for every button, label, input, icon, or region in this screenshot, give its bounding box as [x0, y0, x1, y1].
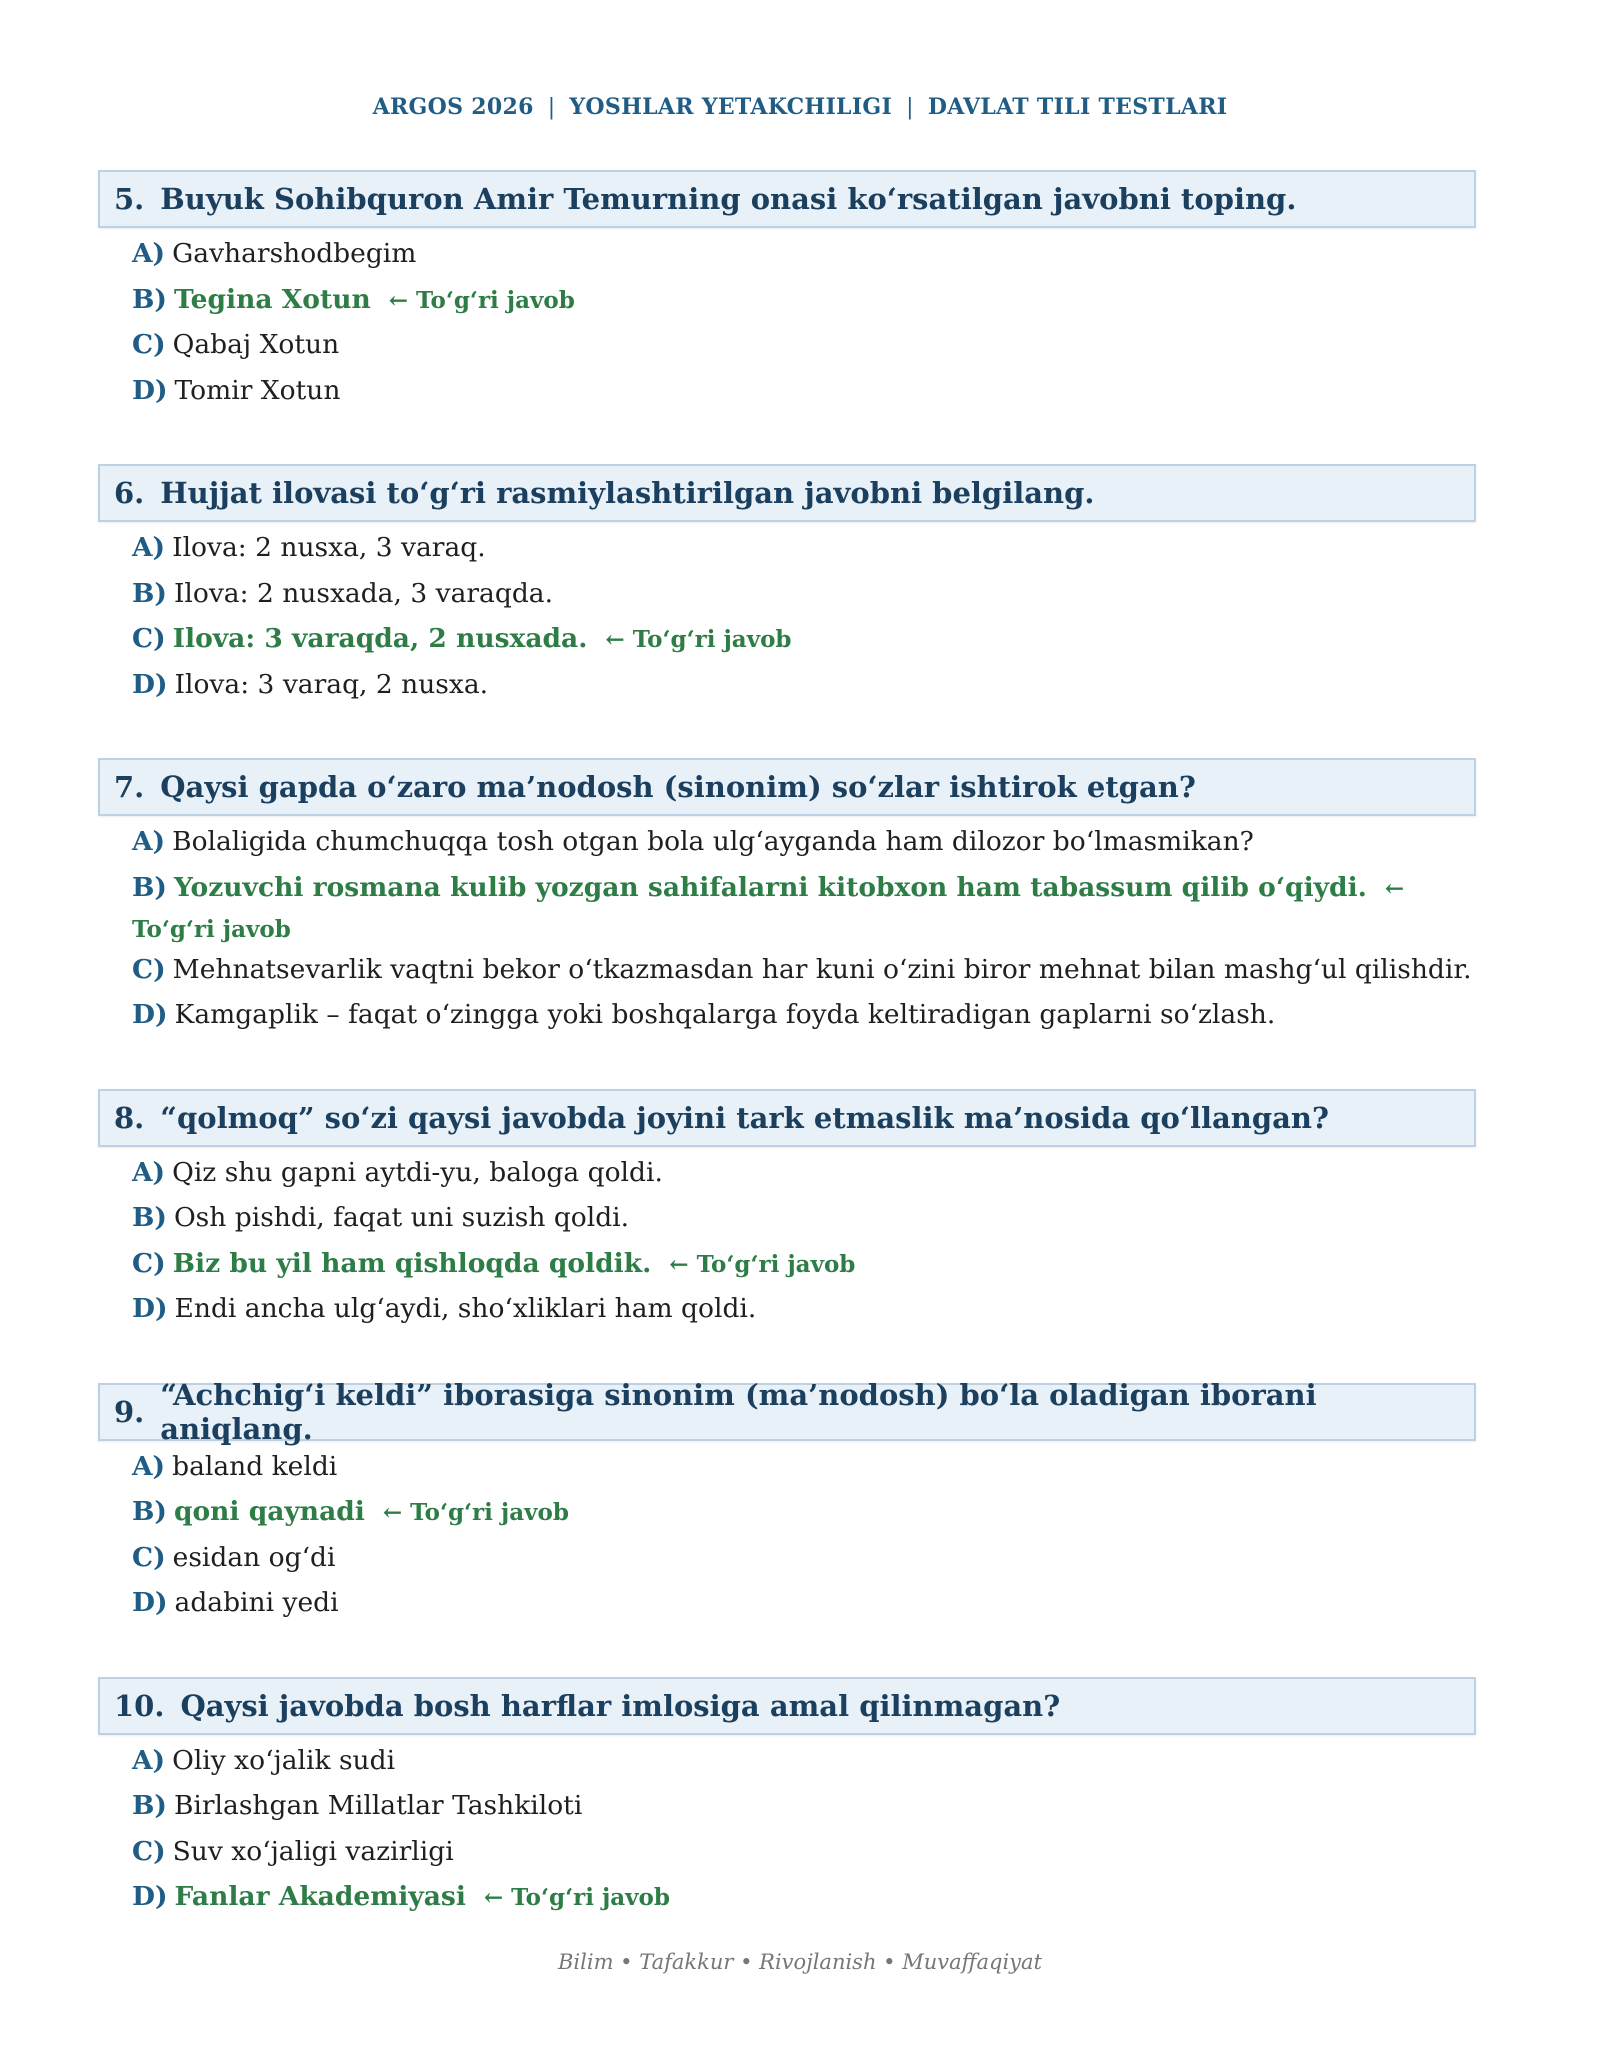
option-text: Birlashgan Millatlar Tashkiloti [173, 1790, 583, 1821]
answer-option [132, 574, 1476, 620]
option-letter: A) [132, 826, 166, 857]
options-list [98, 234, 1476, 416]
question-block [98, 464, 1476, 710]
question-block [98, 1377, 1476, 1629]
options-list [98, 822, 1476, 1041]
answer-option-correct [132, 868, 1476, 950]
question-list [98, 170, 1476, 1971]
option-letter: C) [132, 1835, 166, 1867]
answer-option [132, 1289, 1476, 1335]
option-letter: D) [132, 1881, 168, 1912]
question-text: Buyuk Sohibquron Amir Temurning onasi ko‘rsatilgan javobni toping. [160, 182, 1297, 216]
header-section: DAVLAT TILI TESTLARI [927, 94, 1228, 120]
answer-option [132, 1153, 1476, 1199]
answer-option-correct [132, 280, 1476, 326]
option-letter: A) [132, 1450, 166, 1482]
option-text: Ilova: 3 varaq, 2 nusxa. [174, 668, 489, 700]
answer-option [132, 822, 1476, 868]
option-text: Kamgaplik – faqat o‘zingga yoki boshqalarga foyda keltiradigan gaplarni so‘zlash. [174, 999, 1276, 1030]
option-letter: A) [132, 1744, 166, 1776]
option-text: Gavharshodbegim [172, 238, 417, 269]
correct-answer-marker: ← To‘g‘ri javob [382, 1499, 569, 1526]
option-text: Endi ancha ulg‘aydi, sho‘xliklari ham qoldi. [174, 1293, 757, 1324]
answer-option [132, 1832, 1476, 1878]
option-text: Ilova: 3 varaqda, 2 nusxada. [172, 623, 588, 654]
question-number: 8. [114, 1100, 145, 1135]
options-list [98, 528, 1476, 710]
option-text: Tegina Xotun [173, 283, 371, 315]
question-block [98, 170, 1476, 416]
option-letter: A) [132, 238, 166, 269]
option-letter: D) [132, 668, 168, 700]
option-letter: C) [132, 329, 166, 360]
option-letter: B) [132, 1790, 167, 1821]
header-separator: | [906, 95, 914, 120]
question-text: Qaysi gapda o‘zaro ma’nodosh (sinonim) so‘zlar ishtirok etgan? [160, 770, 1196, 804]
question-number: 9. [114, 1394, 145, 1429]
option-text: Fanlar Akademiyasi [174, 1881, 466, 1912]
question-title [98, 1677, 1476, 1735]
answer-option [132, 950, 1476, 996]
option-text: Suv xo‘jaligi vazirligi [172, 1835, 454, 1867]
answer-option [132, 1583, 1476, 1629]
header-title: ARGOS 2026 [372, 94, 534, 120]
option-letter: B) [132, 871, 167, 903]
options-list [98, 1447, 1476, 1629]
header-subtitle: YOSHLAR YETAKCHILIGI [569, 94, 893, 120]
question-number: 7. [114, 770, 145, 804]
option-letter: D) [132, 999, 168, 1030]
question-title [98, 758, 1476, 816]
question-text: “Achchig‘i keldi” iborasiga sinonim (ma’nodosh) bo‘la oladigan iborani aniqlang. [160, 1377, 1317, 1446]
answer-option-correct [132, 619, 1476, 665]
option-text: Oliy xo‘jalik sudi [172, 1744, 396, 1776]
option-letter: B) [132, 283, 167, 315]
correct-answer-marker: ← To‘g‘ri javob [388, 286, 575, 314]
option-text: baland keldi [172, 1450, 338, 1482]
option-text: Bolaligida chumchuqqa tosh otgan bola ulg‘ayganda ham dilozor bo‘lmasmikan? [172, 826, 1254, 857]
correct-answer-marker: ← To‘g‘ri javob [669, 1250, 856, 1278]
header-separator: | [547, 95, 556, 120]
option-text: Ilova: 2 nusxada, 3 varaqda. [173, 577, 553, 609]
option-text: adabini yedi [174, 1587, 339, 1618]
question-text: Hujjat ilovasi to‘g‘ri rasmiylashtirilgan javobni belgilang. [160, 476, 1095, 510]
option-letter: B) [132, 1496, 167, 1527]
answer-option [132, 371, 1476, 417]
option-text: Qiz shu gapni aytdi-yu, baloga qoldi. [172, 1156, 663, 1188]
question-title [98, 1377, 1476, 1446]
option-text: esidan og‘di [172, 1541, 336, 1573]
question-text: “qolmoq” so‘zi qaysi javobda joyini tark etmaslik ma’nosida qo‘llangan? [160, 1100, 1330, 1135]
question-block [98, 1677, 1476, 1923]
answer-option-correct [132, 1244, 1476, 1290]
option-letter: C) [132, 1541, 166, 1573]
option-letter: C) [132, 623, 166, 654]
option-text: Ilova: 2 nusxa, 3 varaq. [172, 532, 486, 563]
correct-answer-marker: ← To‘g‘ri javob [132, 874, 1405, 943]
option-text: qoni qaynadi [173, 1496, 365, 1527]
answer-option [132, 1447, 1476, 1493]
answer-option [132, 1786, 1476, 1832]
question-number: 5. [114, 182, 145, 216]
option-text: Qabaj Xotun [172, 329, 340, 360]
answer-option [132, 528, 1476, 574]
question-block [98, 1089, 1476, 1335]
option-text: Tomir Xotun [174, 374, 341, 406]
option-letter: D) [132, 374, 168, 406]
option-text: Osh pishdi, faqat uni suzish qoldi. [173, 1202, 630, 1233]
option-text: Biz bu yil ham qishloqda qoldik. [172, 1247, 652, 1279]
question-number: 6. [114, 476, 145, 510]
option-letter: D) [132, 1587, 168, 1618]
question-text: Qaysi javobda bosh harflar imlosiga amal qilinmagan? [180, 1688, 1061, 1723]
answer-option [132, 325, 1476, 371]
question-title [98, 464, 1476, 522]
correct-answer-marker: ← To‘g‘ri javob [605, 626, 792, 653]
answer-option [132, 234, 1476, 280]
answer-option [132, 1198, 1476, 1244]
answer-option [132, 1741, 1476, 1787]
option-text: Yozuvchi rosmana kulib yozgan sahifalarni kitobxon ham tabassum qilib o‘qiydi. [173, 871, 1367, 903]
options-list [98, 1741, 1476, 1923]
option-letter: D) [132, 1293, 168, 1324]
option-letter: C) [132, 1247, 166, 1279]
answer-option-correct [132, 1877, 1476, 1923]
page-header [0, 94, 1600, 120]
page-footer: Bilim • Tafakkur • Rivojlanish • Muvaffaqiyat [557, 1950, 1043, 1974]
option-letter: A) [132, 1156, 166, 1188]
option-letter: B) [132, 577, 167, 609]
answer-option [132, 665, 1476, 711]
question-number: 10. [114, 1688, 165, 1723]
option-letter: B) [132, 1202, 167, 1233]
question-title [98, 1089, 1476, 1147]
correct-answer-marker: ← To‘g‘ri javob [483, 1884, 670, 1911]
answer-option [132, 1538, 1476, 1584]
question-title [98, 170, 1476, 228]
answer-option [132, 995, 1476, 1041]
options-list [98, 1153, 1476, 1335]
option-letter: A) [132, 532, 166, 563]
option-letter: C) [132, 953, 166, 985]
question-block [98, 758, 1476, 1041]
answer-option-correct [132, 1492, 1476, 1538]
option-text: Mehnatsevarlik vaqtni bekor o‘tkazmasdan har kuni o‘zini biror mehnat bilan mashg‘ul qilishdir. [172, 953, 1472, 985]
